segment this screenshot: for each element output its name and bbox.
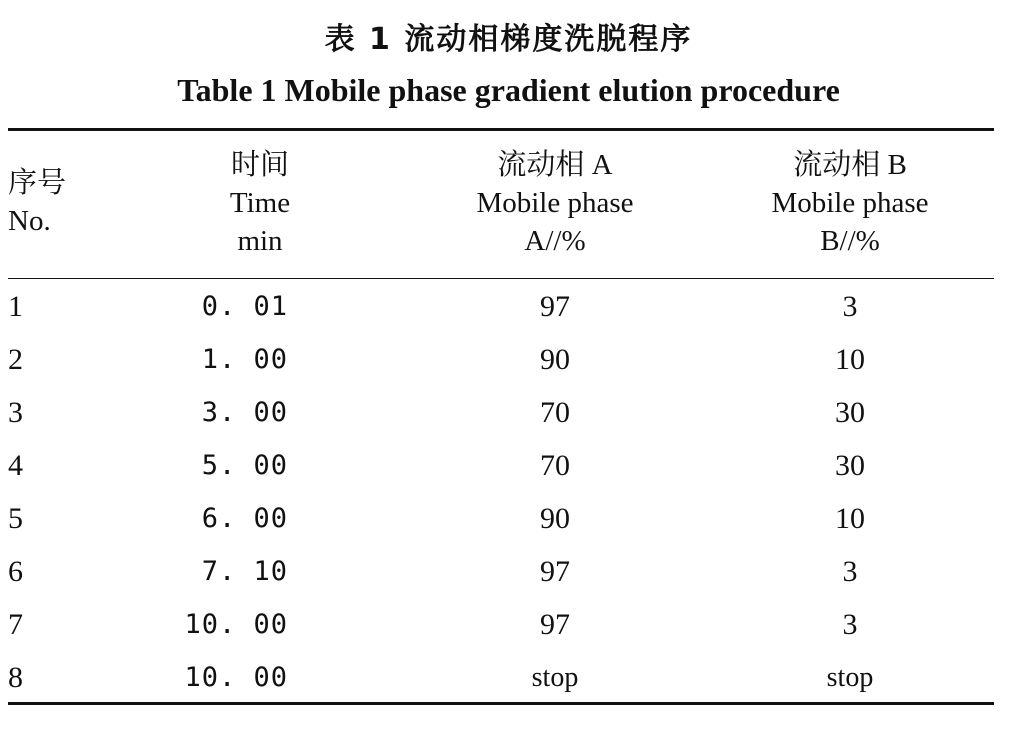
cell-time: 10. 00 (184, 662, 288, 693)
header-b-en: Mobile phase (771, 187, 929, 219)
cell-mobile-phase-a: 90 (540, 343, 570, 376)
table-row (0, 492, 1017, 545)
cell-no: 3 (8, 396, 23, 429)
cell-mobile-phase-a: stop (531, 662, 579, 693)
cell-no: 4 (8, 449, 23, 482)
header-mobile-phase-b (725, 146, 975, 260)
cell-time: 10. 00 (184, 609, 288, 640)
cell-time: 1. 00 (201, 344, 288, 375)
cell-time: 0. 01 (201, 291, 288, 322)
header-a-cn: 流动相 A (497, 149, 613, 181)
cell-mobile-phase-a: 90 (540, 502, 570, 535)
header-time-unit: min (237, 225, 283, 257)
table-row (0, 333, 1017, 386)
cell-mobile-phase-a: 97 (540, 555, 570, 588)
cell-mobile-phase-a: 97 (540, 290, 570, 323)
table-row (0, 439, 1017, 492)
header-no-en: No. (8, 205, 51, 237)
cell-no: 8 (8, 661, 23, 694)
header-mobile-phase-a (430, 146, 680, 260)
table-row (0, 598, 1017, 651)
table-title-chinese: 表 1 流动相梯度洗脱程序 (324, 22, 693, 57)
header-rule (8, 278, 994, 279)
header-no (8, 164, 66, 240)
cell-mobile-phase-b: 30 (835, 449, 865, 482)
cell-no: 1 (8, 290, 23, 323)
cell-mobile-phase-b: 3 (842, 608, 858, 641)
cell-mobile-phase-b: stop (826, 662, 874, 693)
cell-mobile-phase-b: 3 (842, 290, 858, 323)
header-no-cn: 序号 (8, 167, 67, 199)
cell-time: 7. 10 (201, 556, 288, 587)
table-title-english: Table 1 Mobile phase gradient elution procedure (177, 72, 840, 108)
table-row (0, 280, 1017, 333)
cell-time: 5. 00 (201, 450, 288, 481)
cell-mobile-phase-a: 70 (540, 449, 570, 482)
cell-time: 3. 00 (201, 397, 288, 428)
header-a-unit: A//% (524, 225, 586, 257)
top-rule (8, 128, 994, 131)
bottom-rule (8, 702, 994, 705)
cell-mobile-phase-b: 10 (835, 343, 865, 376)
header-a-en: Mobile phase (476, 187, 634, 219)
cell-no: 5 (8, 502, 23, 535)
cell-no: 7 (8, 608, 23, 641)
header-b-cn: 流动相 B (793, 149, 907, 181)
cell-time: 6. 00 (201, 503, 288, 534)
table-row (0, 651, 1017, 704)
cell-mobile-phase-a: 97 (540, 608, 570, 641)
table-row (0, 545, 1017, 598)
cell-mobile-phase-a: 70 (540, 396, 570, 429)
cell-mobile-phase-b: 3 (842, 555, 858, 588)
cell-no: 2 (8, 343, 23, 376)
cell-no: 6 (8, 555, 23, 588)
header-time (160, 146, 360, 260)
cell-mobile-phase-b: 10 (835, 502, 865, 535)
header-time-cn: 时间 (230, 149, 289, 181)
header-b-unit: B//% (820, 225, 880, 257)
header-time-en: Time (229, 187, 291, 219)
cell-mobile-phase-b: 30 (835, 396, 865, 429)
table-row (0, 386, 1017, 439)
